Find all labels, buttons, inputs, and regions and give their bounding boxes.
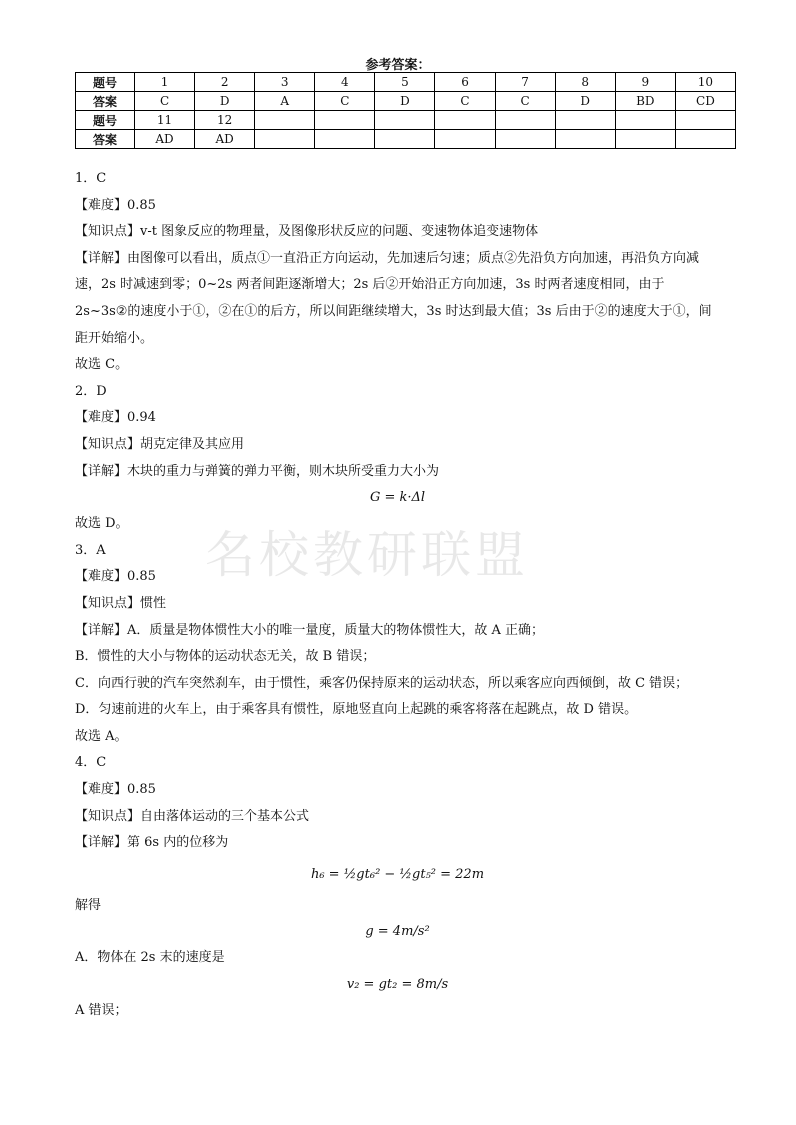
q1-difficulty: 【难度】0.85 [75,197,156,213]
table-cell: 12 [195,111,255,130]
table-row [76,92,736,111]
table-cell [675,111,735,130]
q2-difficulty: 【难度】0.94 [75,410,156,426]
table-cell: A [255,92,315,111]
table-cell [615,130,675,149]
row-header: 答案 [76,130,135,149]
table-cell: D [375,92,435,111]
q3-knowledge: 【知识点】惯性 [75,595,167,611]
table-cell: 3 [255,73,315,92]
table-cell: AD [135,130,195,149]
q4-a-wrong: A 错误； [75,1003,128,1019]
table-cell [495,130,555,149]
q4-solve: 解得 [75,897,102,913]
table-cell: D [195,92,255,111]
table-cell: 7 [495,73,555,92]
q1-knowledge: 【知识点】v-t 图象反应的物理量，及图像形状反应的问题、变速物体追变速物体 [75,224,539,240]
table-cell: 6 [435,73,495,92]
q3-option-d: D．匀速前进的火车上，由于乘客具有惯性，原地竖直向上起跳的乘客将落在起跳点，故 D 错误。 [75,702,638,718]
table-cell: 5 [375,73,435,92]
q4-number: 4．C [75,755,107,771]
q2-detail: 【详解】木块的重力与弹簧的弹力平衡，则木块所受重力大小为 [75,463,440,479]
table-cell [675,130,735,149]
q3-conclusion: 故选 A。 [75,728,128,744]
solutions-body [75,166,720,1025]
q4-formula-g: g = 4m/s² [365,924,430,940]
table-cell: C [495,92,555,111]
table-row [76,111,736,130]
table-row [76,73,736,92]
table-cell: 1 [135,73,195,92]
table-cell [315,111,375,130]
table-cell [375,111,435,130]
table-cell [435,130,495,149]
q1-conclusion: 故选 C。 [75,357,129,373]
table-cell [255,130,315,149]
q2-knowledge: 【知识点】胡克定律及其应用 [75,436,245,452]
q4-knowledge: 【知识点】自由落体运动的三个基本公式 [75,808,310,824]
table-cell: AD [195,130,255,149]
table-cell: C [135,92,195,111]
q3-option-a: 【详解】A．质量是物体惯性大小的唯一量度，质量大的物体惯性大，故 A 正确； [75,622,545,638]
q3-number: 3．A [75,542,106,558]
q4-option-a: A．物体在 2s 末的速度是 [75,950,225,966]
table-cell: CD [675,92,735,111]
q4-difficulty: 【难度】0.85 [75,782,156,798]
q1-detail: 【详解】由图像可以看出，质点①一直沿正方向运动，先加速后匀速；质点②先沿负方向加速，再沿负方向减速，2s 时减速到零；0~2s 两者间距逐渐增大；2s 后②开始沿正方向加速，3s 时两者速度相同，由于 2s~3s②的速度小于①，②在①的后方，所以间距继续增大，3s 时达到最大值；3s 后由于②的速度大于①，间距开始缩小。 [75,250,712,346]
table-cell: 11 [135,111,195,130]
table-cell: 8 [555,73,615,92]
table-cell: 4 [315,73,375,92]
table-cell: 10 [675,73,735,92]
answer-table [75,72,736,149]
q3-difficulty: 【难度】0.85 [75,569,156,585]
row-header: 答案 [76,92,135,111]
table-cell [375,130,435,149]
q2-number: 2．D [75,383,107,399]
q1-number: 1．C [75,171,107,186]
table-cell: BD [615,92,675,111]
table-cell [315,130,375,149]
table-cell: C [315,92,375,111]
q3-option-c: C．向西行驶的汽车突然刹车，由于惯性，乘客仍保持原来的运动状态，所以乘客应向西倾倒，故 C 错误； [75,675,689,691]
q3-option-b: B．惯性的大小与物体的运动状态无关，故 B 错误； [75,649,376,665]
table-cell: 9 [615,73,675,92]
table-cell: C [435,92,495,111]
table-cell: 2 [195,73,255,92]
table-cell [615,111,675,130]
q2-conclusion: 故选 D。 [75,516,129,532]
table-cell [555,111,615,130]
row-header: 题号 [76,111,135,130]
table-cell [495,111,555,130]
watermark: 名校教研联盟 [205,526,529,584]
q4-formula-displacement: h₆ = ½gt₆² − ½gt₅² = 22m [310,866,485,882]
row-header: 题号 [76,73,135,92]
table-cell [435,111,495,130]
table-cell [255,111,315,130]
table-cell [555,130,615,149]
page-title: 参考答案： [365,58,431,73]
q4-formula-velocity: v₂ = gt₂ = 8m/s [346,977,449,993]
table-row [76,130,736,149]
q2-formula: G = k·Δl [369,490,426,506]
table-cell: D [555,92,615,111]
q4-detail: 【详解】第 6s 内的位移为 [75,835,229,851]
